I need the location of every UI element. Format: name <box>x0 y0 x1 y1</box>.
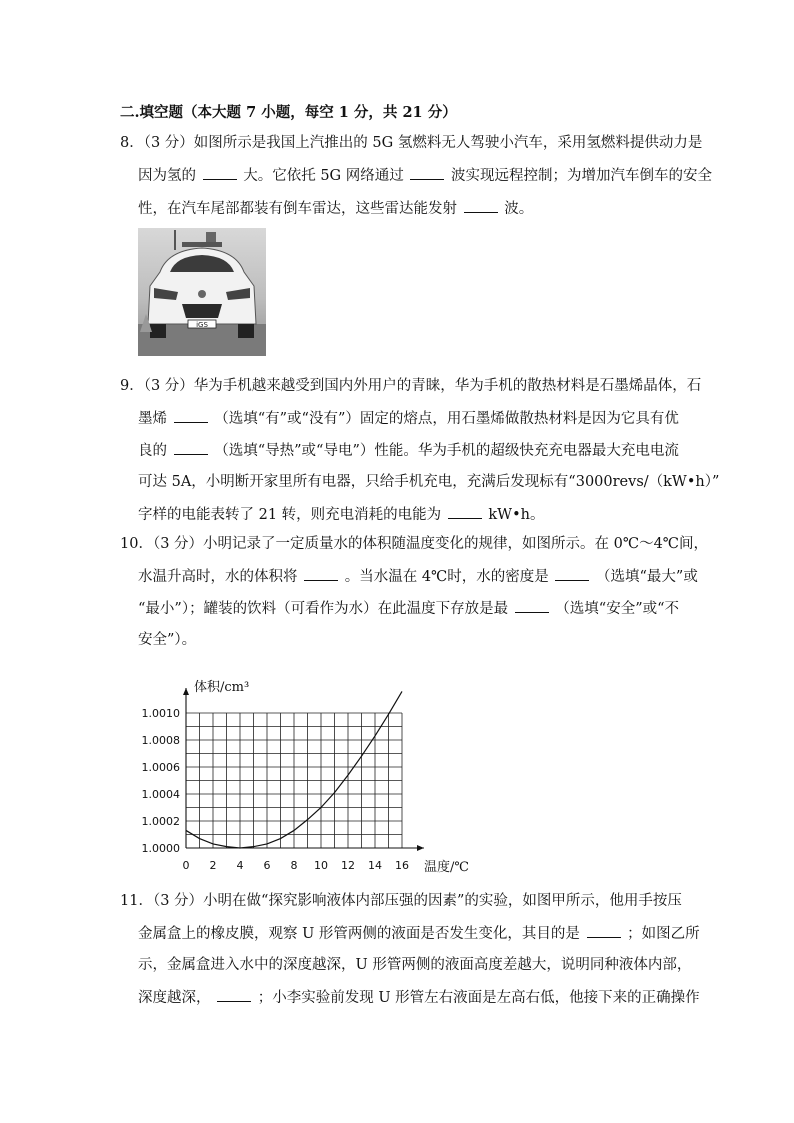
volume-temperature-chart <box>120 668 480 888</box>
x-axis-arrow <box>417 845 424 851</box>
x-tick-label: 12 <box>341 859 355 872</box>
q9-text-d: （选填“导热”或“导电”）性能。华为手机的超级快充充电器最大充电电流 <box>214 443 679 459</box>
q10-text-a: 水温升高时，水的体积将 <box>138 569 298 585</box>
q10-blank-3[interactable] <box>515 598 549 613</box>
y-tick-label: 1.0008 <box>141 734 180 747</box>
q10-blank-2[interactable] <box>555 566 589 581</box>
q8-text-e: 波。 <box>504 201 534 217</box>
q9-text-e: 字样的电能表转了 21 转，则充电消耗的电能为 <box>138 507 442 523</box>
x-tick-label: 4 <box>236 859 244 872</box>
q8-text-c: 波实现远程控制；为增加汽车倒车的安全 <box>450 168 712 184</box>
q9-line-3 <box>138 440 679 461</box>
section-title: 二.填空题（本大题 7 小题，每空 1 分，共 21 分） <box>120 104 457 121</box>
q9-line-2 <box>138 408 679 429</box>
q8-blank-2[interactable] <box>410 165 444 180</box>
q9-text-c: 良的 <box>138 443 167 459</box>
q11-text-a: 金属盒上的橡皮膜，观察 U 形管两侧的液面是否发生变化，其目的是 <box>138 926 580 942</box>
y-tick-label: 1.0004 <box>141 788 180 801</box>
x-axis-title: 温度/℃ <box>424 860 469 875</box>
q9-blank-3[interactable] <box>448 504 482 519</box>
q10-line-3 <box>138 598 679 619</box>
y-tick-label: 1.0002 <box>141 815 180 828</box>
q10-text-d: “最小”）；罐装的饮料（可看作为水）在此温度下存放是最 <box>138 601 509 617</box>
x-tick-label: 0 <box>182 859 190 872</box>
q10-text-e: （选填“安全”或“不 <box>555 601 680 617</box>
q8-blank-1[interactable] <box>203 165 237 180</box>
car-illustration <box>138 228 266 356</box>
x-tick-label: 10 <box>314 859 328 872</box>
q8-text-b: 大。它依托 5G 网络通过 <box>243 168 404 184</box>
q9-text-f: kW•h。 <box>488 507 545 523</box>
q11-text-d: ；小李实验前发现 U 形管左右液面是左高右低，他接下来的正确操作 <box>257 990 700 1006</box>
x-tick-label: 2 <box>209 859 217 872</box>
x-tick-label: 14 <box>368 859 382 872</box>
q10-line-2 <box>138 566 698 587</box>
x-tick-label: 16 <box>395 859 409 872</box>
car-badge-text: iGS <box>196 321 208 329</box>
q8-blank-3[interactable] <box>464 198 498 213</box>
y-tick-label: 1.0000 <box>141 842 180 855</box>
q11-line-1: 11．（3 分）小明在做“探究影响液体内部压强的因素”的实验，如图甲所示，他用手按压 <box>120 893 682 909</box>
x-tick-label: 6 <box>263 859 271 872</box>
q11-text-c: 深度越深， <box>138 990 211 1006</box>
y-axis-title: 体积/cm³ <box>194 680 250 695</box>
q9-text-b: （选填“有”或“没有”）固定的熔点，用石墨烯做散热材料是因为它具有优 <box>214 411 679 427</box>
y-tick-label: 1.0010 <box>141 707 180 720</box>
q10-line-1: 10．（3 分）小明记录了一定质量水的体积随温度变化的规律，如图所示。在 0℃～4℃间， <box>120 536 709 552</box>
q8-line-2 <box>138 165 712 186</box>
q8-text-d: 性，在汽车尾部都装有倒车雷达，这些雷达能发射 <box>138 201 457 217</box>
q10-text-c: （选填“最大”或 <box>596 569 698 585</box>
q9-text-a: 墨烯 <box>138 411 167 427</box>
y-axis-arrow <box>183 688 189 695</box>
q11-line-2 <box>138 923 700 944</box>
q11-line-3: 示，金属盒进入水中的深度越深，U 形管两侧的液面高度差越大，说明同种液体内部， <box>138 957 692 973</box>
q8-text-a: 因为氢的 <box>138 168 196 184</box>
q9-blank-1[interactable] <box>174 408 208 423</box>
q9-line-5 <box>138 504 544 525</box>
q10-line-4: 安全”）。 <box>138 632 197 648</box>
q10-blank-1[interactable] <box>304 566 338 581</box>
q11-blank-1[interactable] <box>587 923 621 938</box>
q8-line-1: 8．（3 分）如图所示是我国上汽推出的 5G 氢燃料无人驾驶小汽车，采用氢燃料提供动力是 <box>120 135 703 151</box>
q11-line-4 <box>138 987 700 1008</box>
q10-text-b: 。当水温在 4℃时，水的密度是 <box>344 569 549 585</box>
q9-blank-2[interactable] <box>174 440 208 455</box>
q11-text-b: ；如图乙所 <box>627 926 700 942</box>
y-tick-label: 1.0006 <box>141 761 180 774</box>
x-tick-label: 8 <box>290 859 298 872</box>
q9-line-4: 可达 5A，小明断开家里所有电器，只给手机充电，充满后发现标有“3000revs/（kW•h）” <box>138 474 720 490</box>
q9-line-1: 9．（3 分）华为手机越来越受到国内外用户的青睐，华为手机的散热材料是石墨烯晶体，石 <box>120 378 702 394</box>
q11-blank-2[interactable] <box>217 987 251 1002</box>
car-photo <box>138 228 266 356</box>
q8-line-3 <box>138 198 533 219</box>
